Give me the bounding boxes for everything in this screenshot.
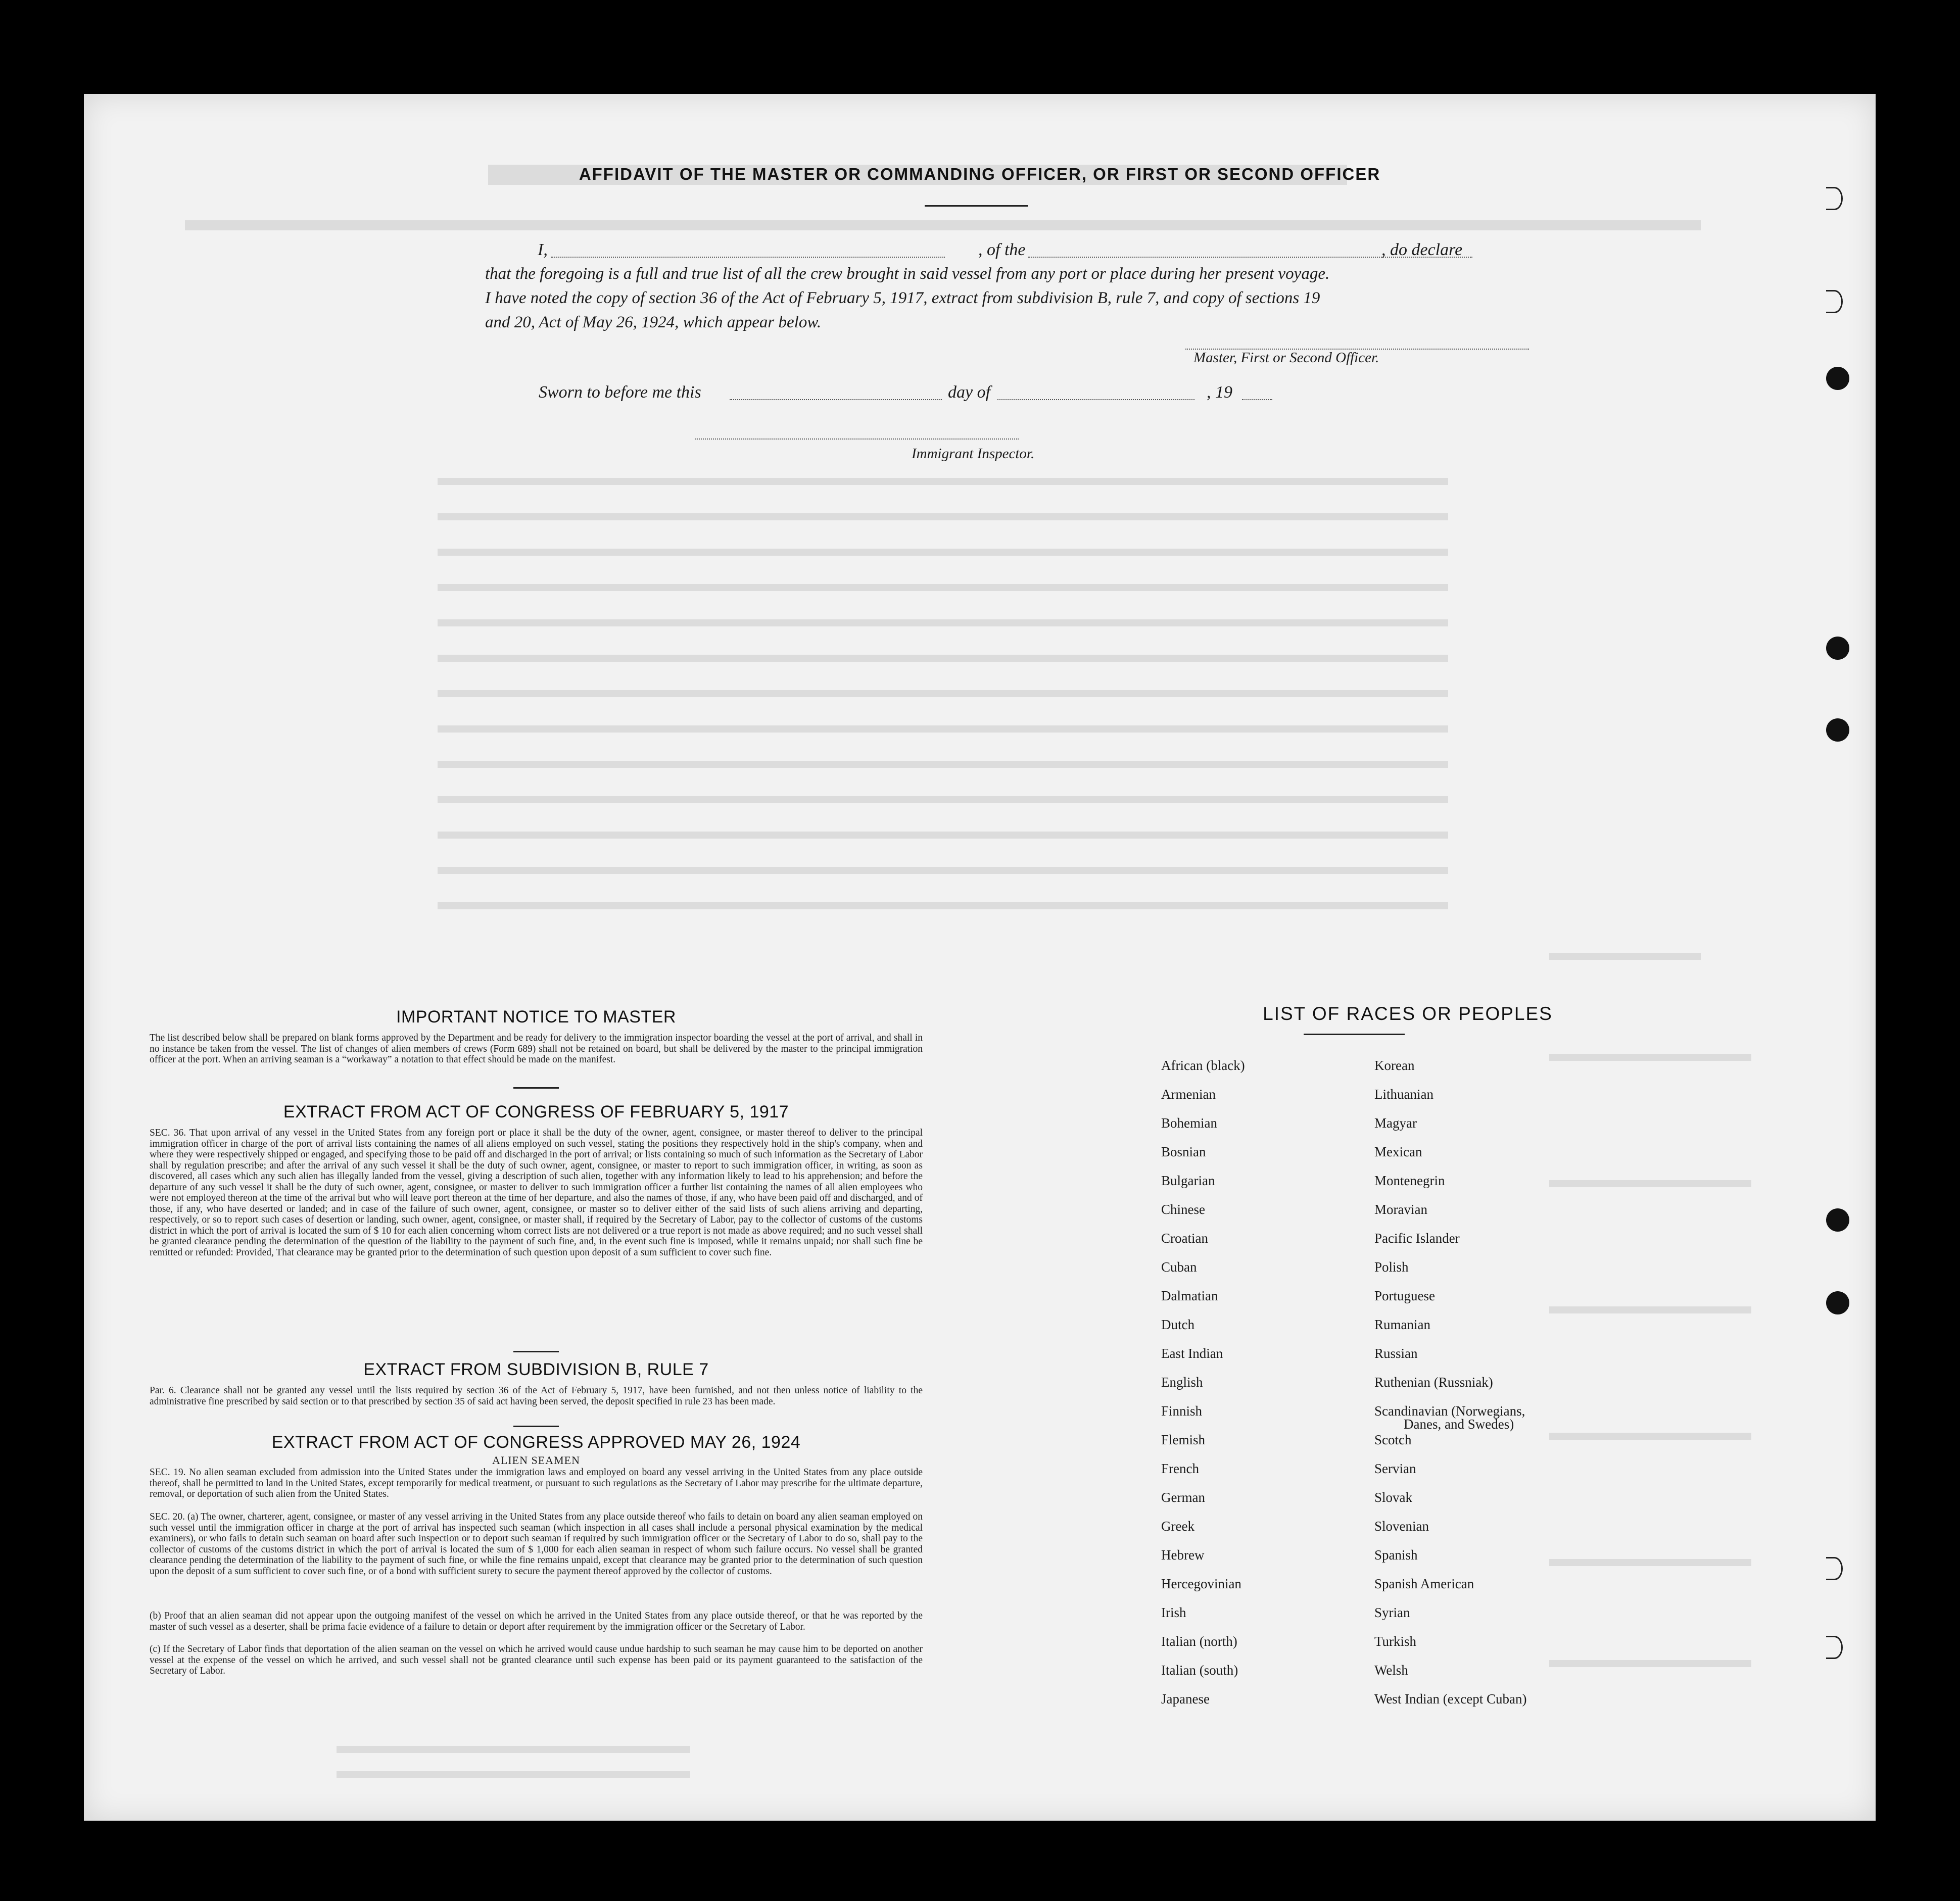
- section-divider: [513, 1087, 559, 1089]
- act-1924-sec19: SEC. 19. No alien seaman excluded from admission into the United States under the immigration laws and employed on board any vessel arriving in the United States from any place outside thereof, shall be permitted to land in the United States, except temporarily for medical treatment, or pursuant to such regulations as the Secretary of Labor may prescribe for the ultimate departure, removal, or deportation of such alien from the United States.: [150, 1467, 923, 1499]
- binder-hole: [1826, 637, 1849, 660]
- race-item: Spanish: [1374, 1547, 1418, 1563]
- race-item: German: [1161, 1490, 1205, 1505]
- race-item: Russian: [1374, 1346, 1418, 1361]
- race-item: Dutch: [1161, 1317, 1194, 1332]
- race-item: Welsh: [1374, 1663, 1408, 1678]
- race-item: Hercegovinian: [1161, 1576, 1241, 1591]
- section-divider: [513, 1351, 559, 1352]
- affidavit-line1-i: I,: [538, 240, 548, 259]
- race-item: Bulgarian: [1161, 1173, 1215, 1188]
- day-of-label: day of: [948, 383, 991, 402]
- race-item: Spanish American: [1374, 1576, 1474, 1591]
- binder-hole: [1826, 367, 1849, 390]
- race-item: Italian (north): [1161, 1634, 1237, 1649]
- affidavit-line1-of: , of the: [978, 240, 1026, 259]
- binder-hole: [1826, 290, 1843, 313]
- binder-hole: [1826, 1208, 1849, 1232]
- act-1924-title: EXTRACT FROM ACT OF CONGRESS APPROVED MAY 26, 1924: [271, 1433, 801, 1452]
- binder-hole: [1826, 1557, 1843, 1580]
- act-1924-sec20b: (b) Proof that an alien seaman did not appear upon the outgoing manifest of the vessel on which he arrived in the United States from any place outside thereof, or that he was reported by the master of such vessel as a deserter, shall be prima facie evidence of a failure to detain or deport after requirement by the immigration officer or the Secretary of Labor.: [150, 1611, 923, 1632]
- race-item: Flemish: [1161, 1432, 1206, 1447]
- binder-hole: [1826, 187, 1843, 210]
- section-divider: [513, 1426, 559, 1427]
- race-item: Korean: [1374, 1058, 1415, 1073]
- race-item: Bosnian: [1161, 1144, 1206, 1159]
- race-item: Greek: [1161, 1519, 1194, 1534]
- race-item: Pacific Islander: [1374, 1231, 1460, 1246]
- race-item: Armenian: [1161, 1087, 1216, 1102]
- race-item: Hebrew: [1161, 1547, 1205, 1563]
- race-item: Servian: [1374, 1461, 1416, 1476]
- race-item: Polish: [1374, 1259, 1409, 1275]
- race-item: Syrian: [1374, 1605, 1410, 1620]
- inspector-signature-line[interactable]: [695, 438, 1019, 440]
- master-signature-label: Master, First or Second Officer.: [1193, 350, 1379, 366]
- month-blank[interactable]: [997, 399, 1194, 400]
- rule-7-body: Par. 6. Clearance shall not be granted any vessel until the lists required by section 36 of the Act of February 5, 1917, have been furnished, and not then unless notice of liability to the administrative fine prescribed by said section or to that prescribed by section 35 of said act having been served, the deposit specified in rule 23 has been made.: [150, 1385, 923, 1407]
- race-item: French: [1161, 1461, 1199, 1476]
- race-item: Finnish: [1161, 1403, 1203, 1419]
- race-item: Mexican: [1374, 1144, 1422, 1159]
- alien-seamen-subtitle: ALIEN SEAMEN: [492, 1454, 580, 1467]
- sworn-label: Sworn to before me this: [539, 383, 701, 402]
- year-blank[interactable]: [1242, 399, 1272, 400]
- race-item: African (black): [1161, 1058, 1245, 1073]
- notice-body: The list described below shall be prepared on blank forms approved by the Department and be ready for delivery to the immigration inspector boarding the vessel at the port of arrival, and shall in no instance be taken from the vessel. The list of changes of alien members of crews (Form 689) shall not be retained on board, but shall be delivered by the master to the principal immigration officer at the port. When an arriving seaman is a “workaway” a notation to that effect should be made on the manifest.: [150, 1033, 923, 1065]
- race-item: West Indian (except Cuban): [1374, 1691, 1527, 1707]
- race-item: Chinese: [1161, 1202, 1205, 1217]
- race-item: Slovak: [1374, 1490, 1413, 1505]
- race-item: Lithuanian: [1374, 1087, 1433, 1102]
- race-item: Bohemian: [1161, 1115, 1217, 1131]
- races-title: LIST OF RACES OR PEOPLES: [1263, 1003, 1553, 1024]
- race-item: Turkish: [1374, 1634, 1417, 1649]
- inspector-signature-label: Immigrant Inspector.: [912, 446, 1035, 462]
- year-label: , 19: [1207, 383, 1232, 402]
- day-blank[interactable]: [730, 399, 942, 400]
- race-item: Scandinavian (Norwegians,: [1374, 1403, 1525, 1419]
- race-item: Moravian: [1374, 1202, 1427, 1217]
- affidavit-line4: and 20, Act of May 26, 1924, which appear below.: [485, 313, 822, 331]
- race-item: Croatian: [1161, 1231, 1208, 1246]
- race-item: Montenegrin: [1374, 1173, 1445, 1188]
- affidavit-line3: I have noted the copy of section 36 of the Act of February 5, 1917, extract from subdivision B, rule 7, and copy of sections 19: [485, 289, 1320, 307]
- race-item: Rumanian: [1374, 1317, 1430, 1332]
- form-page: [84, 94, 1876, 1821]
- race-item: Slovenian: [1374, 1519, 1429, 1534]
- affidavit-title: AFFIDAVIT OF THE MASTER OR COMMANDING OFFICER, OR FIRST OR SECOND OFFICER: [579, 165, 1381, 183]
- binder-hole: [1826, 1636, 1843, 1659]
- title-divider: [925, 205, 1028, 207]
- act-1917-title: EXTRACT FROM ACT OF CONGRESS OF FEBRUARY 5, 1917: [283, 1102, 789, 1122]
- binder-hole: [1826, 718, 1849, 742]
- race-item: Ruthenian (Russniak): [1374, 1375, 1493, 1390]
- affidavit-line1-declare: , do declare: [1381, 240, 1463, 259]
- race-item: Magyar: [1374, 1115, 1417, 1131]
- race-item: English: [1161, 1375, 1203, 1390]
- act-1917-body: SEC. 36. That upon arrival of any vessel in the United States from any foreign port or place it shall be the duty of the owner, agent, consignee, or master thereof to deliver to the principal immigration officer in charge of the port of arrival lists containing the names of all aliens employed on such vessel, stating the positions they respectively hold in the ship's company, when and where they were respectively shipped or engaged, and specifying those to be paid off and discharged in the port of arrival; or lists containing so much of such information as the Secretary of Labor shall by regulation prescribe; and after the arrival of any such vessel it shall be the duty of such owner, agent, consignee, or master to report to such immigration officer, in writing, as soon as discovered, all cases which any such alien has illegally landed from the vessel, giving a description of such alien, together with any information likely to lead to his apprehension; and before the departure of any such vessel it shall be the duty of such owner, agent, consignee, or master to deliver to such immigration officer a further list containing the names of all alien employees who were not employed thereon at the time of the arrival but who will leave port thereon at the time of her departure, and also the names of those, if any, who have been paid off and discharged, and of those, if any, who have deserted or landed; and in case of the failure of such owner, agent, consignee, or master so to deliver either of the said lists of such aliens arriving and departing, respectively, or so to report such cases of desertion or landing, such owner, agent, consignee, or master shall, if required by the Secretary of Labor, pay to the collector of customs of the customs district in which the port of arrival is located the sum of $ 10 for each alien concerning whom correct lists are not delivered or a true report is not made as above required; and no such vessel shall be granted clearance pending the determination of the question of the liability to the payment of such fine, and, in the event such fine is imposed, while it remains unpaid; nor shall such fine be remitted or refunded: Provided, That clearance may be granted prior to the determination of such question upon deposit of a sum sufficient to cover such fine.: [150, 1128, 923, 1258]
- race-item: Cuban: [1161, 1259, 1197, 1275]
- race-item: Dalmatian: [1161, 1288, 1218, 1303]
- race-item: Portuguese: [1374, 1288, 1435, 1303]
- affidavit-line2: that the foregoing is a full and true list of all the crew brought in said vessel from any port or place during her present voyage.: [485, 265, 1330, 283]
- race-item: Danes, and Swedes): [1404, 1417, 1514, 1432]
- races-divider: [1304, 1034, 1405, 1035]
- notice-title: IMPORTANT NOTICE TO MASTER: [396, 1007, 676, 1027]
- act-1924-sec20a: SEC. 20. (a) The owner, charterer, agent, consignee, or master of any vessel arriving in the United States from any place outside thereof who fails to detain on board any alien seaman employed on such vessel until the immigration officer in charge at the port of arrival has inspected such seaman (which inspection in all cases shall include a personal physical examination by the medical examiners), or who fails to detain such seaman on board after such inspection or to deport such seaman if required by such immigration officer or the Secretary of Labor to do so, shall pay to the collector of customs of the customs district in which the port of arrival is located the sum of $ 1,000 for each alien seaman in respect of whom such failure occurs. No vessel shall be granted clearance pending the determination of the liability to the payment of such fine, or while the fine remains unpaid, except that clearance may be granted prior to the determination of such question upon the deposit of a sum sufficient to cover such fine, or of a bond with sufficient surety to secure the payment thereof approved by the collector of customs.: [150, 1512, 923, 1577]
- race-item: Japanese: [1161, 1691, 1210, 1707]
- race-item: Irish: [1161, 1605, 1186, 1620]
- race-item: Italian (south): [1161, 1663, 1238, 1678]
- name-blank[interactable]: [551, 257, 945, 258]
- rule-7-title: EXTRACT FROM SUBDIVISION B, RULE 7: [363, 1360, 709, 1379]
- binder-hole: [1826, 1291, 1849, 1314]
- race-item: Scotch: [1374, 1432, 1412, 1447]
- race-item: East Indian: [1161, 1346, 1223, 1361]
- act-1924-sec20c: (c) If the Secretary of Labor finds that deportation of the alien seaman on the vessel on which he arrived would cause undue hardship to such seaman he may cause him to be deported on another vessel at the expense of the vessel on which he arrived, and such vessel shall not be granted clearance until such expense has been paid or its payment guaranteed to the satisfaction of the Secretary of Labor.: [150, 1644, 923, 1676]
